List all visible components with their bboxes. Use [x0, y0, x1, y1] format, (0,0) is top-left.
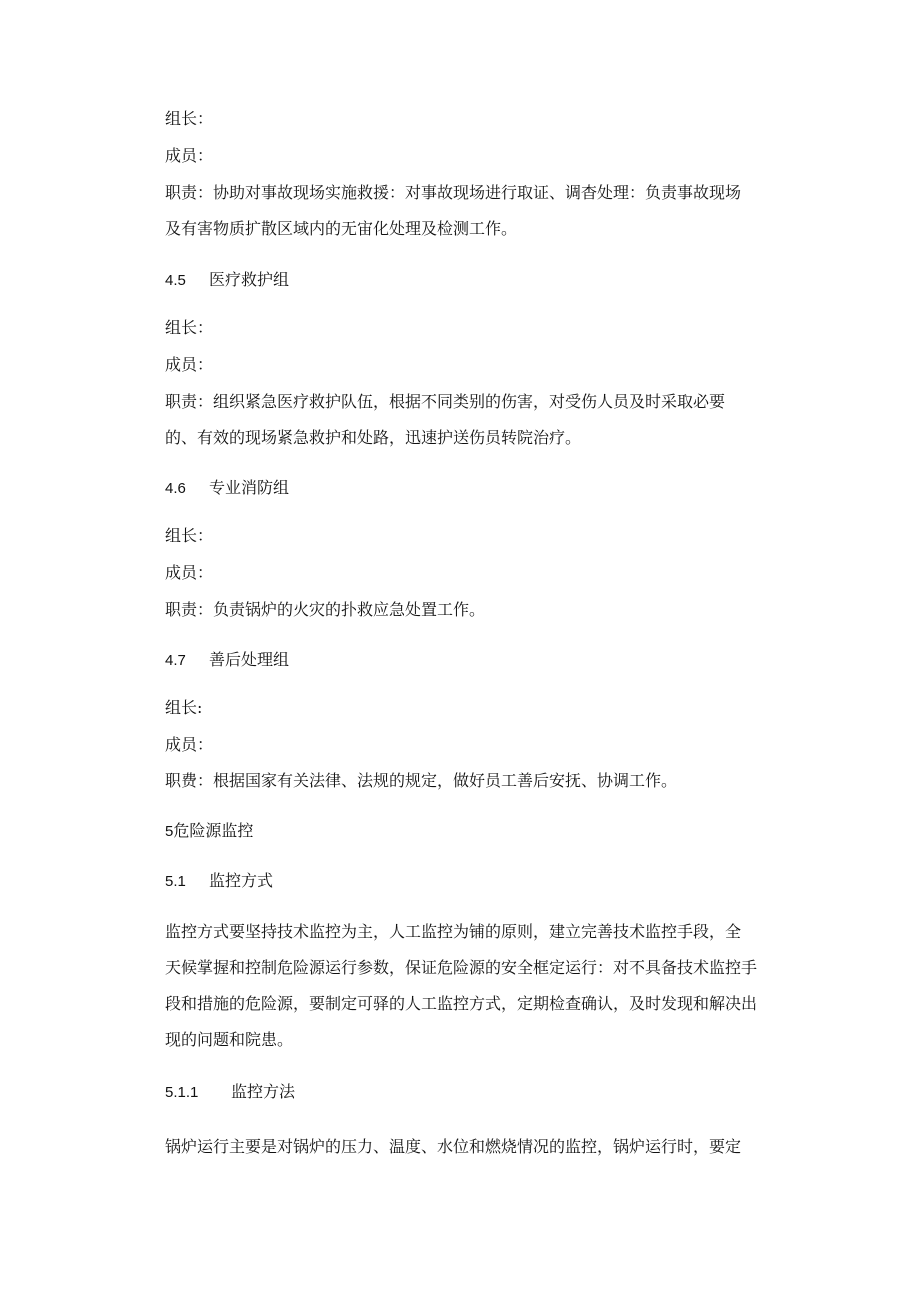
group-members-line: 成员： — [165, 146, 214, 165]
section-title: 监控方法 — [231, 1082, 296, 1101]
section-number: 4.7 — [165, 652, 186, 669]
section-number: 5.1.1 — [165, 1084, 199, 1101]
section-heading-4-7 — [165, 647, 289, 671]
group-leader-line: 组长： — [165, 318, 214, 337]
paragraph-line: 天候掌握和控制危险源运行参数，保证危险源的安全框定运行：对不具备技术监控手 — [165, 958, 758, 977]
paragraph-line: 现的问题和院患。 — [165, 1030, 294, 1049]
group-members-line: 成员： — [165, 563, 214, 582]
duty-line: 职责：组织紧急医疗救护队伍，根据不同类别的伤害，对受伤人员及时采取必要 — [165, 392, 726, 411]
section-number: 5.1 — [165, 873, 186, 890]
group-leader-line: 组长： — [165, 526, 214, 545]
group-members-line: 成员： — [165, 355, 214, 374]
group-leader-line: 组长： — [165, 109, 214, 128]
duty-line: 职责：协助对事故现场实施救援：对事故现场进行取证、调杳处理：负责事故现场 — [165, 183, 742, 202]
paragraph-line: 锅炉运行主要是对锅炉的压力、温度、水位和燃烧情况的监控，锅炉运行时，要定 — [165, 1137, 742, 1156]
duty-line: 职费：根据国家有关法律、法规的规定，做好员工善后安抚、协调工作。 — [165, 771, 678, 790]
duty-line-continued: 及有害物质扩散区域内的无宙化处理及检测工作。 — [165, 219, 518, 238]
group-leader-line: 组长: — [165, 698, 203, 717]
duty-line: 职责：负责锅炉的火灾的扑救应急处置工作。 — [165, 600, 486, 619]
section-title: 危险源监控 — [173, 821, 254, 840]
section-heading-4-5 — [165, 267, 289, 291]
section-heading-5-1 — [165, 868, 273, 892]
section-title: 善后处理组 — [209, 650, 290, 669]
paragraph-line: 监控方式要坚持技术监控为主，人工监控为铺的原则，建立完善技术监控手段，全 — [165, 922, 742, 941]
section-title: 监控方式 — [209, 871, 274, 890]
group-members-line: 成员： — [165, 735, 214, 754]
duty-line-continued: 的、有效的现场紧急救护和处路，迅速护送伤员转院治疗。 — [165, 428, 582, 447]
section-heading-5-1-1 — [165, 1079, 295, 1103]
section-number: 5 — [165, 823, 174, 840]
section-heading-5 — [165, 818, 253, 842]
paragraph-line: 段和措施的危险源，要制定可驿的人工监控方式，定期检查确认，及时发现和解决出 — [165, 994, 758, 1013]
section-heading-4-6 — [165, 475, 289, 499]
section-number: 4.6 — [165, 480, 186, 497]
section-title: 专业消防组 — [209, 478, 290, 497]
section-title: 医疗救护组 — [209, 270, 290, 289]
section-number: 4.5 — [165, 272, 186, 289]
